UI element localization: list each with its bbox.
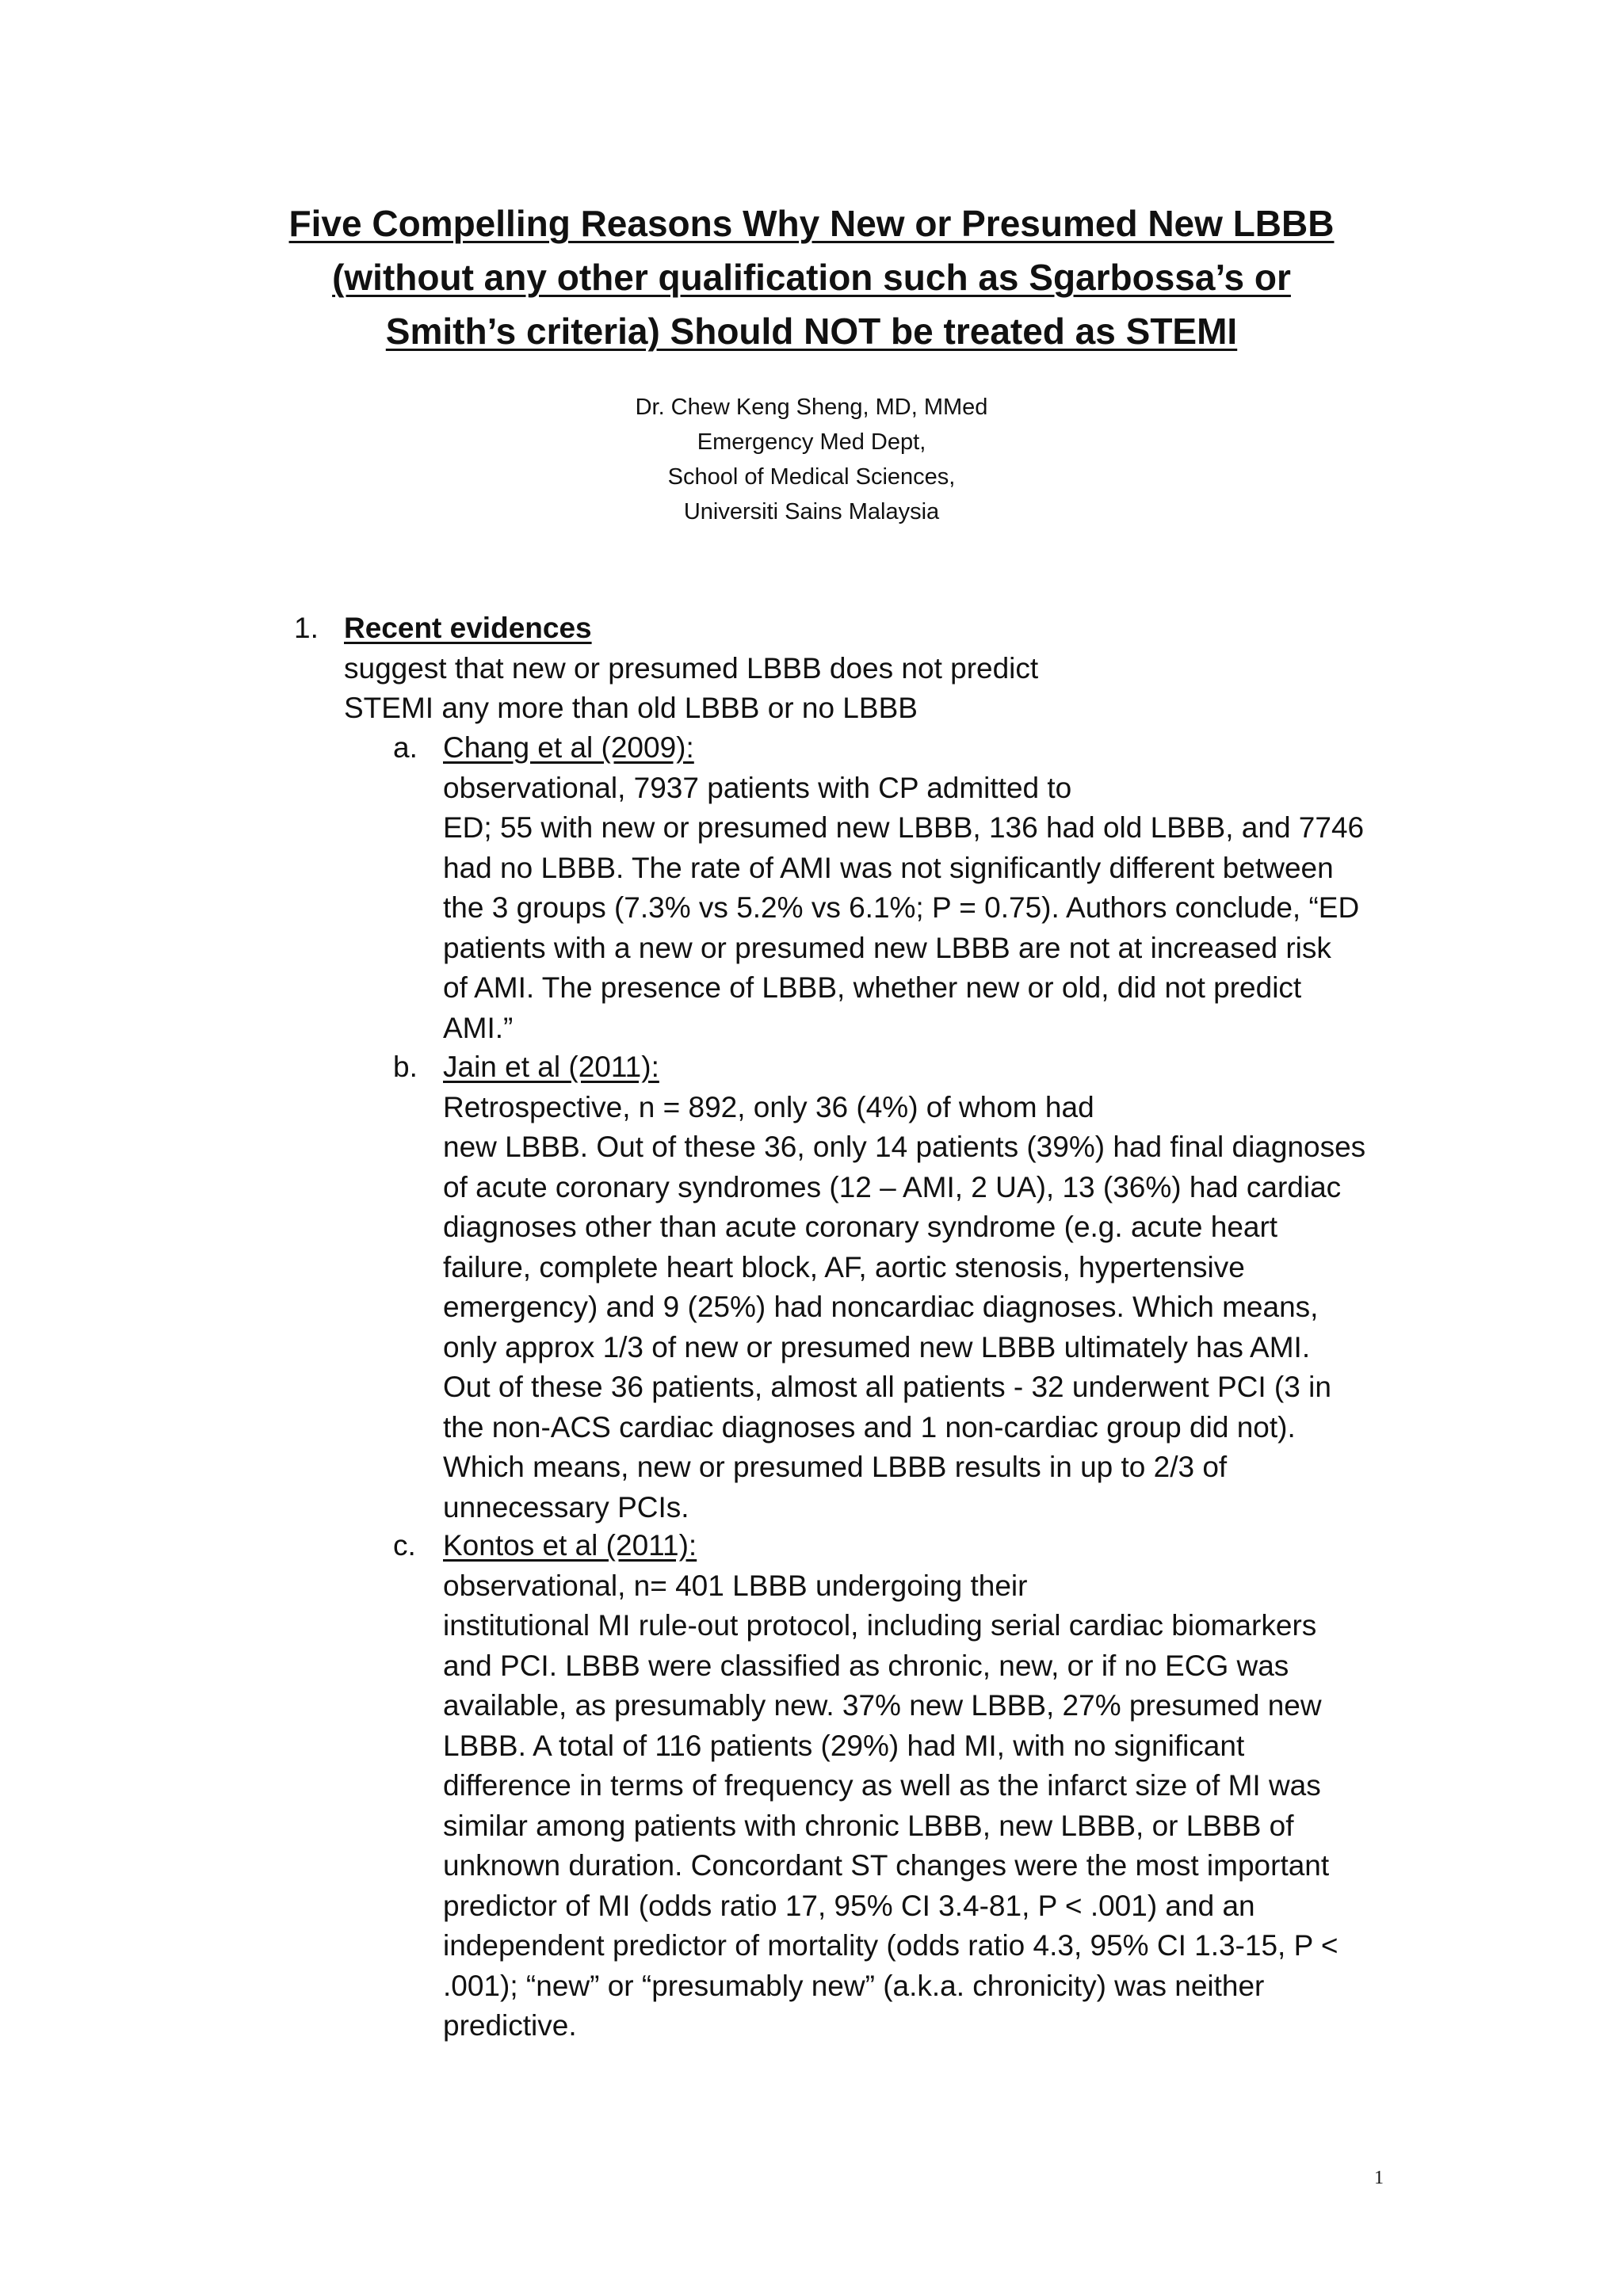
sub-item-letter: c. — [393, 1529, 416, 1562]
text-line: LBBB. A total of 116 patients (29%) had MI, with no significant — [443, 1729, 1245, 1762]
title-line: (without any other qualification such as Sgarbossa’s or — [332, 257, 1291, 298]
text-line: Out of these 36 patients, almost all patients - 32 underwent PCI (3 in — [443, 1371, 1331, 1403]
text-line: failure, complete heart block, AF, aortic stenosis, hypertensive — [443, 1250, 1245, 1283]
list-item-text — [344, 608, 1403, 729]
sub-item-b — [393, 1047, 1423, 1527]
sub-item-c — [393, 1526, 1423, 2046]
text-line — [443, 1047, 1423, 1127]
text-line: Which means, new or presumed LBBB results in up to 2/3 of — [443, 1451, 1228, 1483]
text-line: new LBBB. Out of these 36, only 14 patients (39%) had final diagnoses — [443, 1131, 1366, 1163]
text-line: institutional MI rule-out protocol, including serial cardiac biomarkers — [443, 1609, 1317, 1642]
text-fragment: observational, n= 401 LBBB undergoing their — [443, 1569, 1028, 1602]
text-line: had no LBBB. The rate of AMI was not significantly different between — [443, 851, 1334, 884]
text-fragment: suggest that new or presumed LBBB does not predict — [344, 651, 1039, 685]
sub-item-text — [443, 1047, 1423, 1527]
text-line — [344, 608, 1403, 688]
text-line: emergency) and 9 (25%) had noncardiac diagnoses. Which means, — [443, 1291, 1319, 1323]
sub-item-text — [443, 728, 1423, 1048]
author-block — [495, 390, 1128, 529]
text-line: diagnoses other than acute coronary syndrome (e.g. acute heart — [443, 1211, 1278, 1243]
author-university: Universiti Sains Malaysia — [683, 499, 940, 524]
sub-item-letter: b. — [393, 1051, 418, 1083]
text-fragment: observational, 7937 patients with CP admitted to — [443, 771, 1072, 804]
title-line: Smith’s criteria) Should NOT be treated as STEMI — [385, 311, 1238, 352]
text-line: of acute coronary syndromes (12 – AMI, 2 UA), 13 (36%) had cardiac — [443, 1170, 1342, 1203]
text-line: unknown duration. Concordant ST changes were the most important — [443, 1849, 1330, 1882]
author-school: School of Medical Sciences, — [667, 464, 956, 490]
sub-item-a — [393, 728, 1423, 1048]
author-name: Dr. Chew Keng Sheng, MD, MMed — [635, 395, 988, 420]
text-line: of AMI. The presence of LBBB, whether new or old, did not predict — [443, 971, 1302, 1004]
text-line: the non-ACS cardiac diagnoses and 1 non-cardiac group did not). — [443, 1410, 1296, 1444]
text-line — [443, 1526, 1423, 1606]
sub-item-letter: a. — [393, 731, 418, 764]
list-number: 1. — [294, 612, 319, 644]
text-line: difference in terms of frequency as well as the infarct size of MI was — [443, 1769, 1321, 1802]
text-line: similar among patients with chronic LBBB, new LBBB, or LBBB of — [443, 1809, 1294, 1842]
text-line: predictor of MI (odds ratio 17, 95% CI 3.4-81, P < .001) and an — [443, 1889, 1255, 1922]
document-title — [198, 196, 1425, 358]
text-line: independent predictor of mortality (odds ratio 4.3, 95% CI 1.3-15, P < — [443, 1929, 1338, 1962]
citation: Jain et al (2011): — [443, 1051, 659, 1083]
author-department: Emergency Med Dept, — [697, 429, 926, 455]
list-item-1 — [294, 608, 1403, 729]
citation: Kontos et al (2011): — [443, 1529, 697, 1562]
text-line: patients with a new or presumed new LBBB are not at increased risk — [443, 931, 1331, 964]
page-number: 1 — [1374, 2168, 1384, 2188]
text-line: .001); “new” or “presumably new” (a.k.a. chronicity) was neither — [443, 1969, 1265, 2002]
sub-item-text — [443, 1526, 1423, 2046]
text-line: unnecessary PCIs. — [443, 1490, 689, 1524]
text-line: only approx 1/3 of new or presumed new LBBB ultimately has AMI. — [443, 1330, 1311, 1363]
title-line: Five Compelling Reasons Why New or Presumed New LBBB — [288, 203, 1335, 244]
emphasis-text: Recent evidences — [344, 612, 592, 644]
text-line: and PCI. LBBB were classified as chronic, new, or if no ECG was — [443, 1649, 1289, 1682]
citation: Chang et al (2009): — [443, 731, 694, 764]
text-line: ED; 55 with new or presumed new LBBB, 136 had old LBBB, and 7746 — [443, 811, 1365, 844]
text-line — [443, 728, 1423, 808]
text-line: AMI.” — [443, 1011, 514, 1044]
text-line: available, as presumably new. 37% new LBBB, 27% presumed new — [443, 1689, 1322, 1722]
text-line: STEMI any more than old LBBB or no LBBB — [344, 692, 918, 724]
text-fragment: Retrospective, n = 892, only 36 (4%) of whom had — [443, 1090, 1094, 1123]
text-line: predictive. — [443, 2009, 577, 2042]
text-line: the 3 groups (7.3% vs 5.2% vs 6.1%; P = 0.75). Authors conclude, “ED — [443, 891, 1360, 924]
